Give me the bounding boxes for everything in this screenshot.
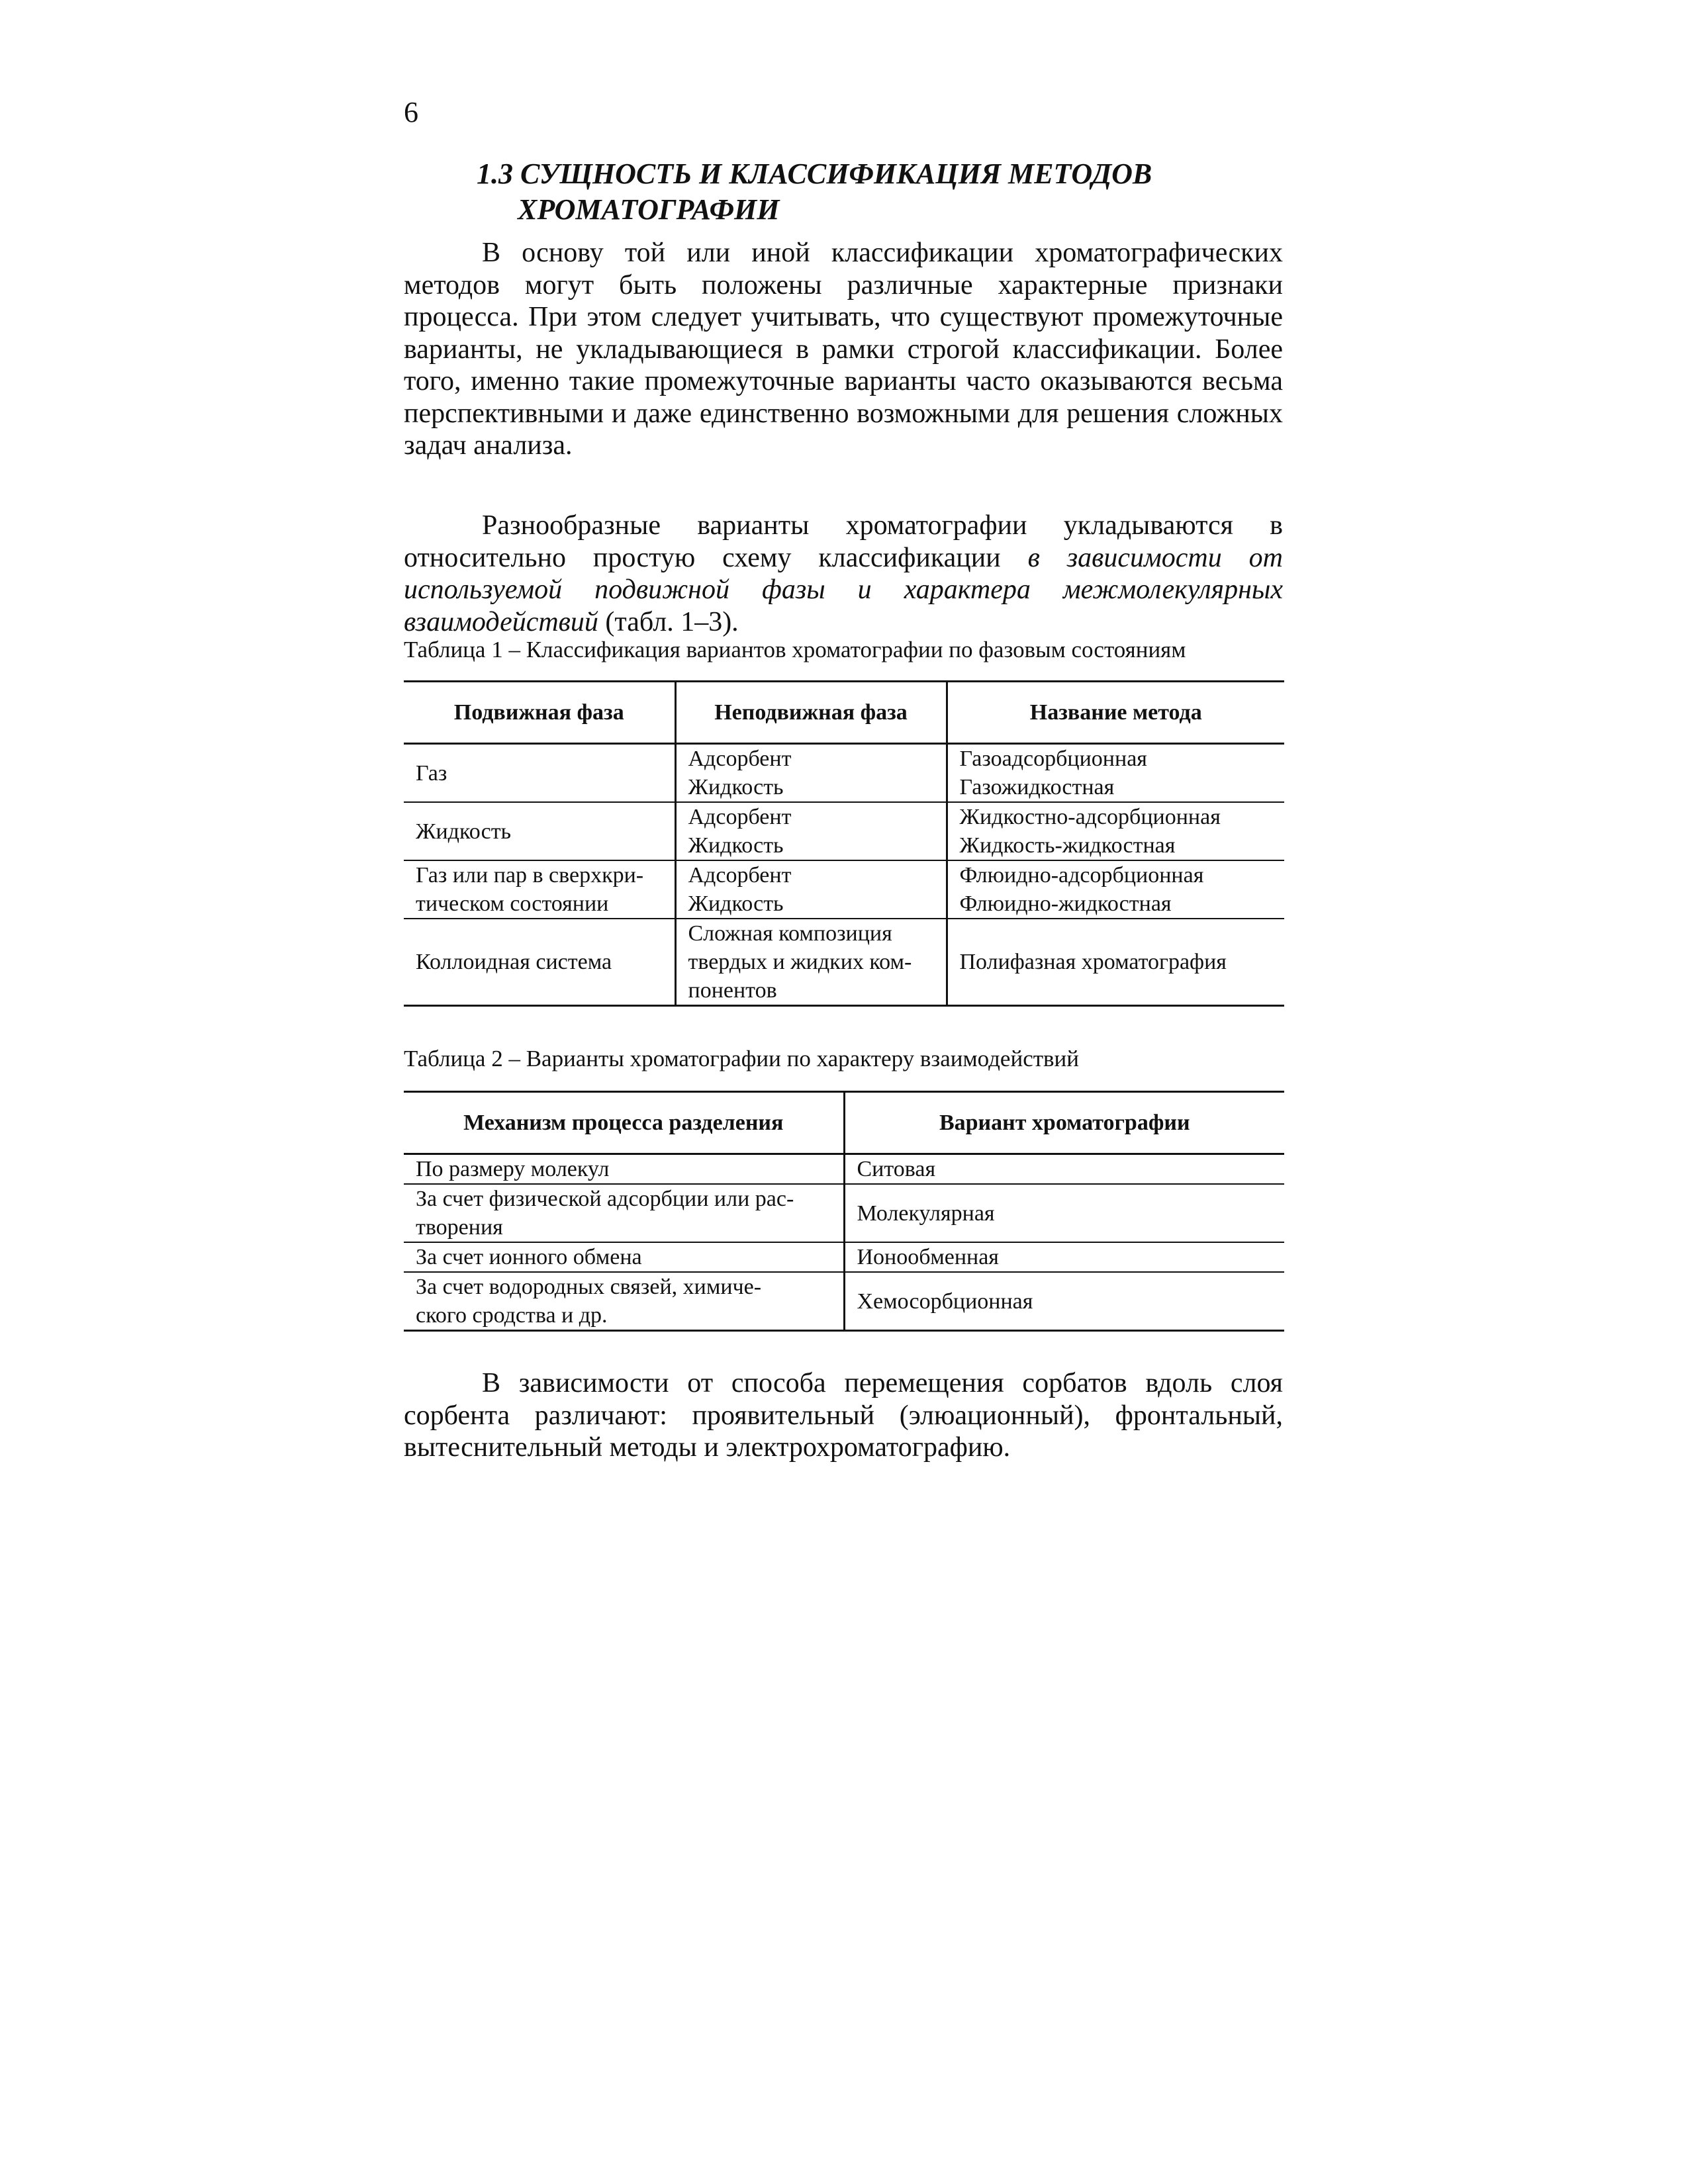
table-2-header-row	[404, 1092, 1284, 1154]
page-number: 6	[404, 96, 418, 128]
table-1-header-stationary-phase: Неподвижная фаза	[675, 682, 947, 744]
cell-line: Коллоидная система	[416, 950, 612, 974]
table-row	[404, 744, 1284, 803]
cell-line: Жидкостно-адсорбционная	[959, 805, 1221, 829]
mechanism-cell	[404, 1184, 844, 1242]
cell-line: Газ или пар в сверхкри-	[416, 863, 644, 887]
stationary-phase-cell	[675, 860, 947, 919]
mechanism-cell	[404, 1154, 844, 1185]
cell-line: Жидкость-жидкостная	[959, 833, 1176, 858]
paragraph-2-emphasis: в зависимости от используемой подвижной фазы и характера межмолекулярных взаимодействий	[404, 542, 1283, 637]
stationary-phase-cell	[675, 802, 947, 860]
mobile-phase-cell	[404, 860, 675, 919]
cell-line: Адсорбент	[688, 805, 792, 829]
cell-line: За счет водородных связей, химиче-	[416, 1275, 762, 1299]
table-2	[404, 1091, 1284, 1332]
table-2-header-mechanism: Механизм процесса разделения	[404, 1092, 844, 1154]
cell-line: Сложная композиция	[688, 921, 892, 946]
mechanism-cell	[404, 1242, 844, 1272]
cell-line: За счет физической адсорбции или рас-	[416, 1187, 794, 1211]
paragraph-2-end: (табл. 1–3).	[598, 606, 739, 637]
variant-cell: Ситовая	[844, 1154, 1284, 1185]
table-2-caption: Таблица 2 – Варианты хроматографии по характеру взаимодействий	[404, 1046, 1080, 1071]
cell-line: Газ	[416, 760, 447, 786]
cell-line: Жидкость	[416, 819, 512, 844]
variant-cell: Хемосорбционная	[844, 1272, 1284, 1331]
cell-line: Полифазная хроматография	[959, 950, 1227, 974]
cell-line: Газожидкостная	[959, 775, 1115, 799]
cell-line: тическом состоянии	[416, 891, 609, 916]
paragraph-3: В зависимости от способа перемещения сорбатов вдоль слоя сорбента различают: проявительный (элюационный), фронтальный, вытеснительный методы и электрохроматографию.	[404, 1368, 1283, 1463]
cell-line: Жидкость	[688, 833, 784, 858]
variant-cell: Молекулярная	[844, 1184, 1284, 1242]
table-row	[404, 1184, 1284, 1242]
table-row	[404, 860, 1284, 919]
cell-line: творения	[416, 1215, 503, 1240]
cell-line: За счет ионного обмена	[416, 1245, 642, 1269]
table-1-header-row	[404, 682, 1284, 744]
table-row	[404, 1154, 1284, 1185]
table-row	[404, 802, 1284, 860]
section-heading	[477, 156, 1337, 228]
cell-line: понентов	[688, 978, 777, 1003]
paragraph-2	[404, 510, 1283, 638]
table-2-header-variant: Вариант хроматографии	[844, 1092, 1284, 1154]
table-1-header-method-name: Название метода	[947, 682, 1284, 744]
paragraph-1: В основу той или иной классификации хроматографических методов могут быть положены различные характерные признаки процесса. При этом следует учитывать, что существуют промежуточные варианты, не укладывающиеся в рамки строгой классификации. Более того, именно такие промежуточные варианты часто оказываются весьма перспективными и даже единственно возможными для решения сложных задач анализа.	[404, 238, 1283, 461]
stationary-phase-cell	[675, 744, 947, 803]
cell-line: твердых и жидких ком-	[688, 950, 912, 974]
cell-line: Флюидно-жидкостная	[959, 891, 1172, 916]
variant-cell: Ионообменная	[844, 1242, 1284, 1272]
table-1-caption: Таблица 1 – Классификация вариантов хроматографии по фазовым состояниям	[404, 637, 1186, 662]
stationary-phase-cell	[675, 919, 947, 1006]
cell-line: Адсорбент	[688, 747, 792, 771]
method-name-cell	[947, 802, 1284, 860]
cell-line: Жидкость	[688, 891, 784, 916]
cell-line: По размеру молекул	[416, 1157, 610, 1181]
method-name-cell	[947, 919, 1284, 1006]
section-heading-line-1: 1.3 СУЩНОСТЬ И КЛАССИФИКАЦИЯ МЕТОДОВ	[477, 158, 1152, 190]
cell-line: Адсорбент	[688, 863, 792, 887]
mobile-phase-cell	[404, 919, 675, 1006]
cell-line: Жидкость	[688, 775, 784, 799]
cell-line: Флюидно-адсорбционная	[959, 863, 1204, 887]
cell-line: Газоадсорбционная	[959, 747, 1147, 771]
method-name-cell	[947, 860, 1284, 919]
table-row	[404, 1242, 1284, 1272]
table-row	[404, 919, 1284, 1006]
table-1	[404, 680, 1284, 1007]
table-1-header-mobile-phase: Подвижная фаза	[404, 682, 675, 744]
table-row	[404, 1272, 1284, 1331]
cell-line: ского сродства и др.	[416, 1303, 608, 1328]
paragraph-2-start: Разнообразные варианты хроматографии укладываются в относительно простую схему классификации	[404, 510, 1283, 573]
mechanism-cell	[404, 1272, 844, 1331]
mobile-phase-cell	[404, 744, 675, 803]
method-name-cell	[947, 744, 1284, 803]
section-heading-line-2: ХРОМАТОГРАФИИ	[518, 193, 780, 226]
mobile-phase-cell	[404, 802, 675, 860]
